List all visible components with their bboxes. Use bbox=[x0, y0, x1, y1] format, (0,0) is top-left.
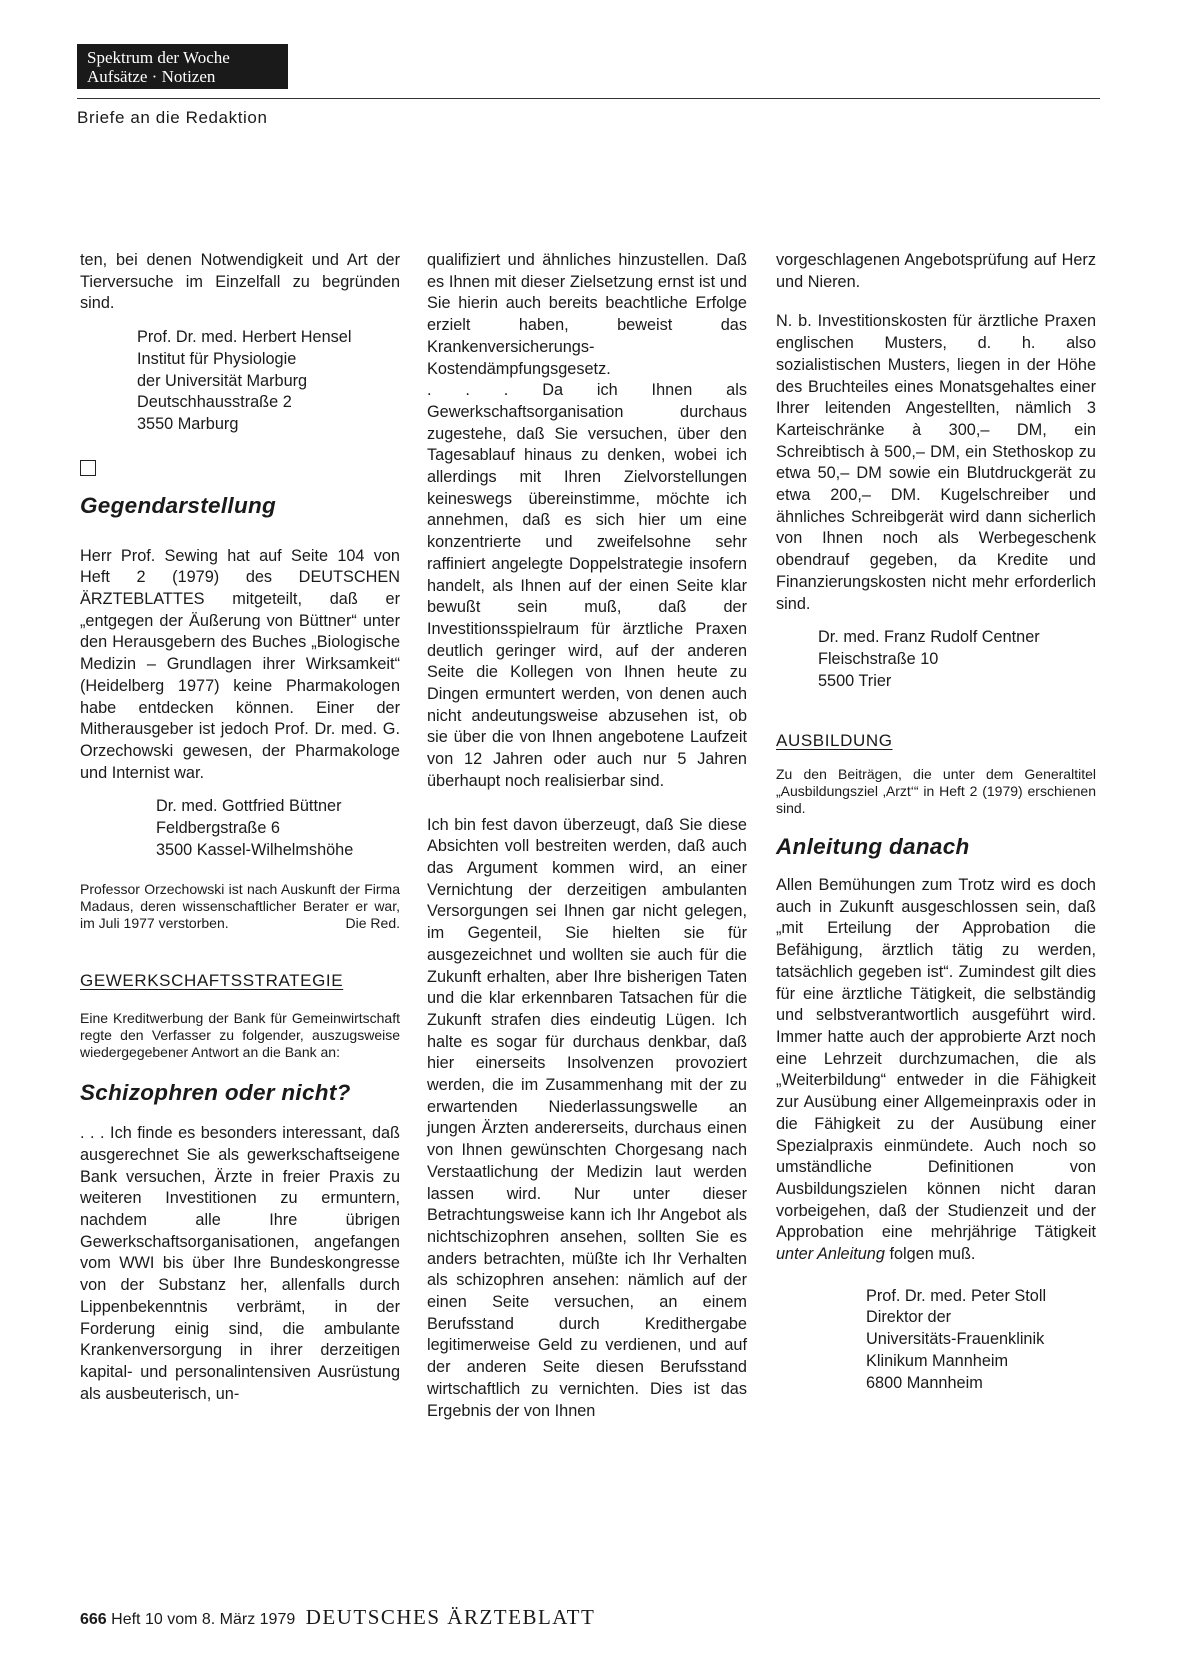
signature-line: Deutschhausstraße 2 bbox=[137, 393, 292, 412]
signature-line: 6800 Mannheim bbox=[866, 1373, 983, 1392]
signature-line: 3500 Kassel-Wilhelmshöhe bbox=[156, 840, 354, 859]
signature-line: Prof. Dr. med. Herbert Hensel bbox=[137, 328, 352, 347]
header-rule bbox=[77, 98, 1100, 99]
signature-line: der Universität Marburg bbox=[137, 371, 308, 390]
paragraph-text: Allen Bemühungen zum Trotz wird es doch auch in Zukunft ausgeschlossen sein, daß „mit Erteilung der Approbation die Befähigung, ärztlich tätig zu werden, tatsächlich gegeben ist“. Zumindest gilt dies für eine ärztliche Tätigkeit, die selbständig und selbstverantwortlich ausgeführt wird. Immer hatte auch der approbierte Arzt noch eine Lehrzeit durchzumachen, die als „Weiterbildung“ entweder in die Fähigkeit zur Ausübung einer Allgemeinpraxis oder in die Fähigkeit zu der Ausübung einer Spezialpraxis einmündete. Auch noch so umständliche Definitionen von Ausbildungszielen können nicht daran vorbeigehen, daß der Studienzeit und der Approbation eine mehrjährige Tätigkeit bbox=[776, 876, 1096, 1242]
paragraph: qualifiziert und ähnliches hinzustellen. Daß es Ihnen mit dieser Zielsetzung ernst ist und Sie hierin auch bereits beachtliche Erfolge erzielt haben, beweist das Krankenversicherungs-Kostendämpfungsgesetz. bbox=[427, 251, 747, 378]
signature-line: 3550 Marburg bbox=[137, 414, 239, 433]
paragraph: . . . Ich finde es besonders interessant, daß ausgerechnet Sie als gewerkschaftseigene Bank versuchen, Ärzte in freier Praxis zu weiteren Investitionen zu ermuntern, nachdem alle Ihre übrigen Gewerkschaftsorganisationen, angefangen vom WWI bis über Ihre Bundeskongresse von der Substanz her, allenfalls durch Lippenbekenntnis verbrämt, in der Forderung einig sind, die ambulante Krankenversorgung in ihrer derzeitigen kapital- und personalintensiven Ausrüstung als ausbeuterisch, un- bbox=[80, 1124, 400, 1403]
editor-note-signature: Die Red. bbox=[345, 915, 400, 932]
signature-line: Institut für Physiologie bbox=[137, 349, 297, 368]
heading-gegendarstellung: Gegendarstellung bbox=[80, 492, 277, 518]
topic-gewerkschaftsstrategie: GEWERKSCHAFTSSTRATEGIE bbox=[80, 971, 344, 991]
signature-line: Fleischstraße 10 bbox=[818, 649, 939, 668]
header-badge bbox=[77, 44, 288, 89]
section-title: Briefe an die Redaktion bbox=[77, 108, 268, 127]
header-line1: Spektrum der Woche bbox=[87, 48, 230, 67]
editor-note-text: Professor Orzechowski ist nach Auskunft der Firma Madaus, deren wissenschaftlicher Berater er war, im Juli 1977 verstorben. bbox=[80, 881, 400, 932]
editor-note bbox=[80, 881, 400, 932]
topic-ausbildung: AUSBILDUNG bbox=[776, 731, 893, 751]
paragraph bbox=[776, 875, 1096, 1266]
paragraph: vorgeschlagenen Angebotsprüfung auf Herz und Nieren. bbox=[776, 251, 1096, 291]
column-2 bbox=[427, 250, 747, 1422]
masthead: DEUTSCHES ÄRZTEBLATT bbox=[305, 1605, 596, 1629]
issue-info: Heft 10 vom 8. März 1979 bbox=[111, 1611, 296, 1628]
heading-schizophren: Schizophren oder nicht? bbox=[80, 1080, 351, 1106]
footer bbox=[80, 1605, 595, 1630]
paragraph: Ich bin fest davon überzeugt, daß Sie diese Absichten voll bestreiten werden, daß auch das Argument kommen wird, an einer Vernichtung der derzeitigen ambulanten Versorgungen sei Ihnen gar nicht gelegen, im Gegenteil, Sie hielten sie für ausgezeichnet und wollten sie auch für die Zukunft erhalten, aber Ihre bisherigen Taten und die klar erkennbaren Tatsachen für die Zukunft strafen dies eindeutig Lügen. Ich halte es sogar für durchaus denkbar, daß hier einerseits Insolvenzen provoziert werden, die im Zusammenhang mit der zu erwartenden Niederlassungswelle an jungen Ärzten andererseits, durchaus einen von Ihnen gewünschten Chorgesang nach Verstaatlichung der Medizin laut werden lassen wird. Nur unter dieser Betrachtungsweise kann ich Ihr Angebot als nichtschizophren ansehen, sollten Sie es anders betrachten, müßte ich Ihr Verhalten als schizophren ansehen: nämlich auf der einen Seite versuchen, an einem Berufsstand durch Kredithergabe legitimerweise Geld zu verdienen, und auf der anderen Seite diesen Berufsstand wirtschaftlich zu vernichten. Dies ist das Ergebnis der von Ihnen bbox=[427, 815, 747, 1420]
signature-line: Dr. med. Franz Rudolf Centner bbox=[818, 628, 1040, 647]
paragraph: N. b. Investitionskosten für ärztliche Praxen englischen Musters, d. h. also sozialistischen Musters, liegen in der Höhe des Bruchteiles eines Monatsgehaltes einer Ihrer leitenden Angestellten, nämlich 3 Karteischränke à 300,– DM, ein Schreibtisch à 500,– DM, ein Stethoskop zu etwa 50,– DM sowie ein Blutdruckgerät zu etwa 200,– DM. Kugelschreiber und ähnliches Schreibgerät wird dann sicherlich von Ihnen noch als Werbegeschenk obendrauf gegeben, da Kredite und Finanzierungskosten nicht mehr erforderlich sind. bbox=[776, 312, 1096, 613]
column-1 bbox=[80, 250, 400, 1405]
signature-line: Dr. med. Gottfried Büttner bbox=[156, 797, 342, 816]
page-number: 666 bbox=[80, 1611, 107, 1628]
emphasis: unter Anleitung bbox=[776, 1245, 885, 1264]
paragraph: . . . Da ich Ihnen als Gewerkschaftsorganisation durchaus zugestehe, daß Sie versuchen, über den Tagesablauf hinaus zu denken, wobei ich allerdings mit Ihren Zielvorstellungen keineswegs übereinstimme, möchte ich annehmen, daß es sich hier um eine konzentrierte und zweifelsohne sehr raffiniert angelegte Doppelstrategie insofern handelt, als Ihnen auf der einen Seite klar bewußt sein muß, daß der Investitionsspielraum für ärztliche Praxen deutlich geringer wird, auf der anderen Seite die Kollegen von Ihnen heute zu Dingen ermuntert werden, von denen auch nicht andeutungsweise abzusehen ist, ob sie über die von Ihnen angebotene Laufzeit von 12 Jahren oder auch nur 5 Jahren überhaupt noch realisierbar sind. bbox=[427, 381, 747, 790]
signature-buettner bbox=[80, 796, 400, 861]
signature-line: Universitäts-Frauenklinik bbox=[866, 1330, 1045, 1349]
signature-line: Prof. Dr. med. Peter Stoll bbox=[866, 1286, 1047, 1305]
paragraph: ten, bei denen Notwendigkeit und Art der Tierversuche im Einzelfall zu begründen sind. bbox=[80, 251, 400, 313]
checkbox-square-icon bbox=[80, 460, 96, 476]
column-3 bbox=[776, 250, 1096, 1394]
paragraph-end: folgen muß. bbox=[884, 1245, 976, 1264]
signature-line: Klinikum Mannheim bbox=[866, 1351, 1009, 1370]
signature-line: 5500 Trier bbox=[818, 671, 892, 690]
intro-text: Eine Kreditwerbung der Bank für Gemeinwirtschaft regte den Verfasser zu folgender, auszugsweise wiedergegebener Antwort an die Bank an: bbox=[80, 1010, 400, 1061]
signature-stoll bbox=[776, 1286, 1096, 1395]
signature-line: Direktor der bbox=[866, 1308, 952, 1327]
signature-centner bbox=[776, 627, 1096, 692]
header-line2: Aufsätze · Notizen bbox=[87, 67, 216, 86]
signature-line: Feldbergstraße 6 bbox=[156, 819, 280, 838]
signature-hensel bbox=[80, 327, 400, 436]
heading-anleitung: Anleitung danach bbox=[776, 834, 970, 860]
intro-text: Zu den Beiträgen, die unter dem Generaltitel „Ausbildungsziel ‚Arzt‘“ in Heft 2 (1979) erschienen sind. bbox=[776, 766, 1096, 817]
paragraph: Herr Prof. Sewing hat auf Seite 104 von Heft 2 (1979) des DEUTSCHEN ÄRZTEBLATTES mitgeteilt, daß er „entgegen der Äußerung von Büttner“ unter den Herausgebern des Buches „Biologische Medizin – Grundlagen ihrer Wirksamkeit“ (Heidelberg 1977) keine Pharmakologen habe entdecken können. Einer der Mitherausgeber ist jedoch Prof. Dr. med. G. Orzechowski gewesen, der Pharmakologe und Internist war. bbox=[80, 546, 400, 782]
